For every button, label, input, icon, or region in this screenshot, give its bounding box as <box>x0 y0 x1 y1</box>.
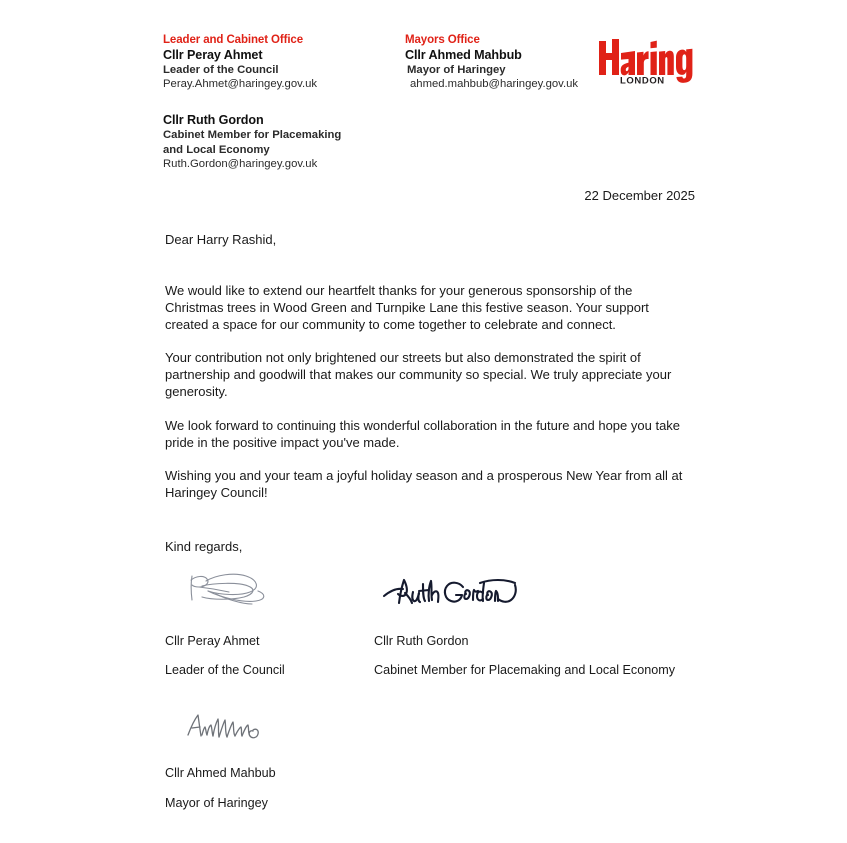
logo-london-text: LONDON <box>620 75 665 85</box>
ruth-gordon-signature <box>381 569 524 613</box>
signatory-name-peray-ahmet: Cllr Peray Ahmet <box>165 634 260 648</box>
haringey-london-logo <box>597 33 697 85</box>
sender-block-cabinet-member <box>163 113 393 172</box>
letter-paragraph-2: Your contribution not only brightened our streets but also demonstrated the spirit of partnership and goodwill that makes our community so special. We truly appreciate your generosity. <box>165 350 672 399</box>
sender-email-mayor[interactable]: ahmed.mahbub@haringey.gov.uk <box>410 78 579 91</box>
letter-date: 22 December 2025 <box>584 188 695 203</box>
letter-paragraph-1: We would like to extend our heartfelt thanks for your generous sponsorship of the Christmas trees in Wood Green and Turnpike Lane this festive season. Your support created a space for our community to come together to celebrate and connect. <box>165 283 649 332</box>
office-name-mayor: Mayors Office <box>405 34 480 46</box>
sender-email-leader[interactable]: Peray.Ahmet@haringey.gov.uk <box>163 78 318 91</box>
sender-block-leader <box>163 33 393 92</box>
haringey-logo-icon <box>597 33 697 85</box>
sender-role-mayor: Mayor of Haringey <box>407 63 506 76</box>
peray-ahmet-signature <box>186 566 278 610</box>
sender-block-mayor <box>405 33 615 92</box>
letter-closing: Kind regards, <box>165 539 243 554</box>
letter-paragraph-4: Wishing you and your team a joyful holiday season and a prosperous New Year from all at Haringey Council! <box>165 468 683 501</box>
sender-name-cabinet-member: Cllr Ruth Gordon <box>163 113 264 127</box>
signatory-role-ahmed-mahbub: Mayor of Haringey <box>165 796 268 810</box>
sender-role-cabinet-member-line1: Cabinet Member for Placemaking <box>163 128 342 141</box>
ahmed-mahbub-signature <box>184 709 272 745</box>
letter-salutation: Dear Harry Rashid, <box>165 232 277 247</box>
sender-role-cabinet-member-line2: and Local Economy <box>163 143 270 156</box>
office-name-leader: Leader and Cabinet Office <box>163 34 304 46</box>
letter-body <box>165 283 692 502</box>
signatory-role-ruth-gordon: Cabinet Member for Placemaking and Local Economy <box>374 663 676 677</box>
sender-email-cabinet-member[interactable]: Ruth.Gordon@haringey.gov.uk <box>163 158 318 171</box>
sender-role-leader: Leader of the Council <box>163 63 279 76</box>
sender-name-leader: Cllr Peray Ahmet <box>163 47 263 62</box>
sender-name-mayor: Cllr Ahmed Mahbub <box>405 47 522 62</box>
letter-paragraph-3: We look forward to continuing this wonderful collaboration in the future and hope you take pride in the positive impact you've made. <box>165 417 681 450</box>
signatory-name-ruth-gordon: Cllr Ruth Gordon <box>374 634 469 648</box>
signatory-name-ahmed-mahbub: Cllr Ahmed Mahbub <box>165 766 276 780</box>
signatory-role-peray-ahmet: Leader of the Council <box>165 663 285 677</box>
